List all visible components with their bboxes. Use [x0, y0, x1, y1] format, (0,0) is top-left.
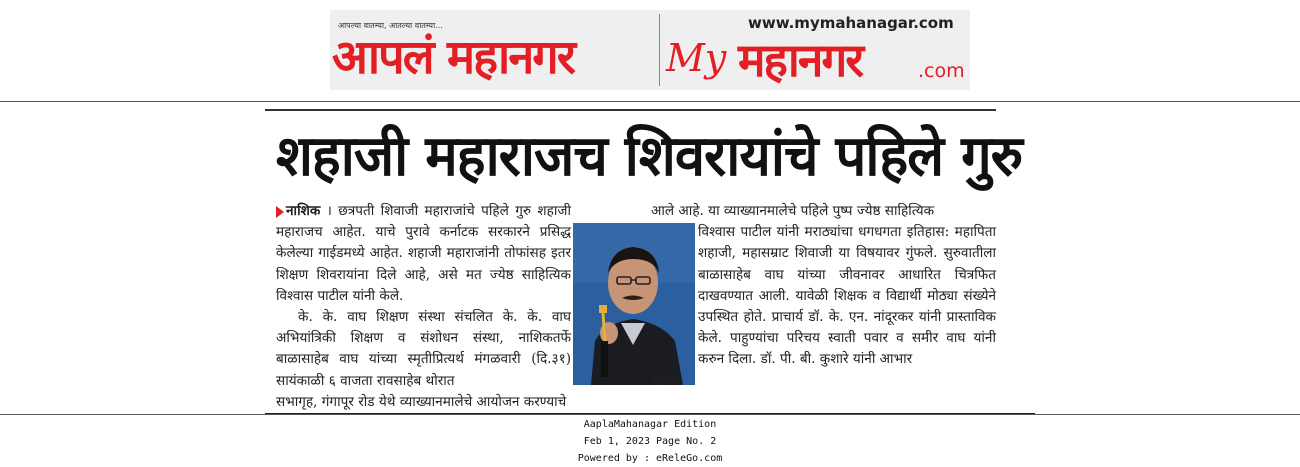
text-line: महापिता शहाजी, महासम्राट शिवाजी या विषयावर	[698, 224, 996, 262]
text-line: होते. प्राचार्य डॉ. के. एन. नांदूरकर यांनी प्रास्ताविक	[743, 309, 996, 326]
text-line: यांनी करुन दिला. डॉ. पी. बी. कुशारे यांनी आभार	[698, 330, 996, 368]
article-column-2	[651, 201, 996, 392]
text-line: केले. पाहुण्यांचा परिचय स्वाती पवार व समीर वाघ	[698, 330, 966, 347]
paragraph-2	[276, 307, 571, 392]
text-line: जीवनावर आधारित चित्रफित दाखवण्यात आली.	[698, 266, 996, 304]
my-mahanagar-logo-suffix: .com	[918, 60, 965, 82]
text-line: आले आहे. या व्याख्यानमालेचे पहिले पुष्प ज्येष्ठ साहित्यिक	[651, 203, 935, 219]
article-headline: शहाजी महाराजच शिवरायांचे पहिले गुरु	[275, 124, 1023, 189]
text-line: । छत्रपती शिवाजी महाराजांचे पहिले गुरु शहाजी	[326, 203, 571, 219]
footer-divider	[0, 414, 1300, 415]
article-column-1	[276, 201, 622, 413]
edition-name: AaplaMahanagar Edition	[583, 419, 717, 430]
edition-footer	[0, 416, 1300, 467]
text-line: के. के. वाघ शिक्षण संस्था संचलित के. के. वाघ	[298, 309, 571, 326]
text-line: अभियांत्रिकी शिक्षण व संशोधन संस्था, नाशिकतर्फे	[276, 330, 571, 347]
text-line: (दि.३१) सायंकाळी ६ वाजता रावसाहेब थोरात	[276, 351, 571, 389]
paragraph-3	[698, 222, 996, 370]
masthead-url[interactable]: www.mymahanagar.com	[748, 14, 954, 32]
text-line: विश्वास पाटील यांनी मराठ्यांचा धगधगता इतिहास:	[698, 224, 950, 241]
text-line: मानले.	[651, 372, 684, 389]
text-line: गुंफले. सुरुवातीला बाळासाहेब वाघ यांच्या	[698, 245, 996, 283]
text-line: यावेळी शिक्षक व विद्यार्थी मोठ्या संख्येने उपस्थित	[698, 287, 996, 326]
masthead-banner	[330, 10, 970, 90]
text-line: इतर शिक्षण शिवरायांना दिले आहे, असे मत ज्येष्ठ	[276, 245, 571, 283]
masthead-tagline: आपल्या वातम्या, आतल्या वातम्या...	[338, 21, 443, 30]
headline-rule	[265, 109, 996, 111]
text-line: बाळासाहेब वाघ यांच्या स्मृतीप्रित्यर्थ मंगळवारी	[276, 351, 521, 368]
text-line: केलेल्या गाईडमध्ये आहेत. शहाजी महाराजांनी तोफांसह	[276, 245, 546, 262]
dateline-marker-icon	[276, 206, 284, 218]
text-line: महाराजच आहेत. याचे पुरावे कर्नाटक सरकारने प्रसिद्ध	[276, 224, 571, 241]
aapla-mahanagar-logo: आपलं महानगर	[332, 30, 574, 85]
text-line: साहित्यिक विश्वास पाटील यांनी केले.	[276, 266, 571, 304]
my-mahanagar-logo-my: My	[666, 36, 727, 80]
dateline: नाशिक	[286, 203, 321, 219]
edition-date-page: Feb 1, 2023 Page No. 2	[583, 436, 717, 447]
powered-by-link[interactable]: Powered by : eReleGo.com	[577, 453, 723, 464]
my-mahanagar-logo-text: महानगर	[738, 33, 863, 87]
header-divider	[0, 101, 1300, 102]
text-line: सभागृह, गंगापूर रोड येथे व्याख्यानमालेचे आयोजन करण्याचे	[276, 393, 567, 410]
paragraph-1	[276, 201, 571, 307]
masthead-divider	[659, 14, 660, 86]
